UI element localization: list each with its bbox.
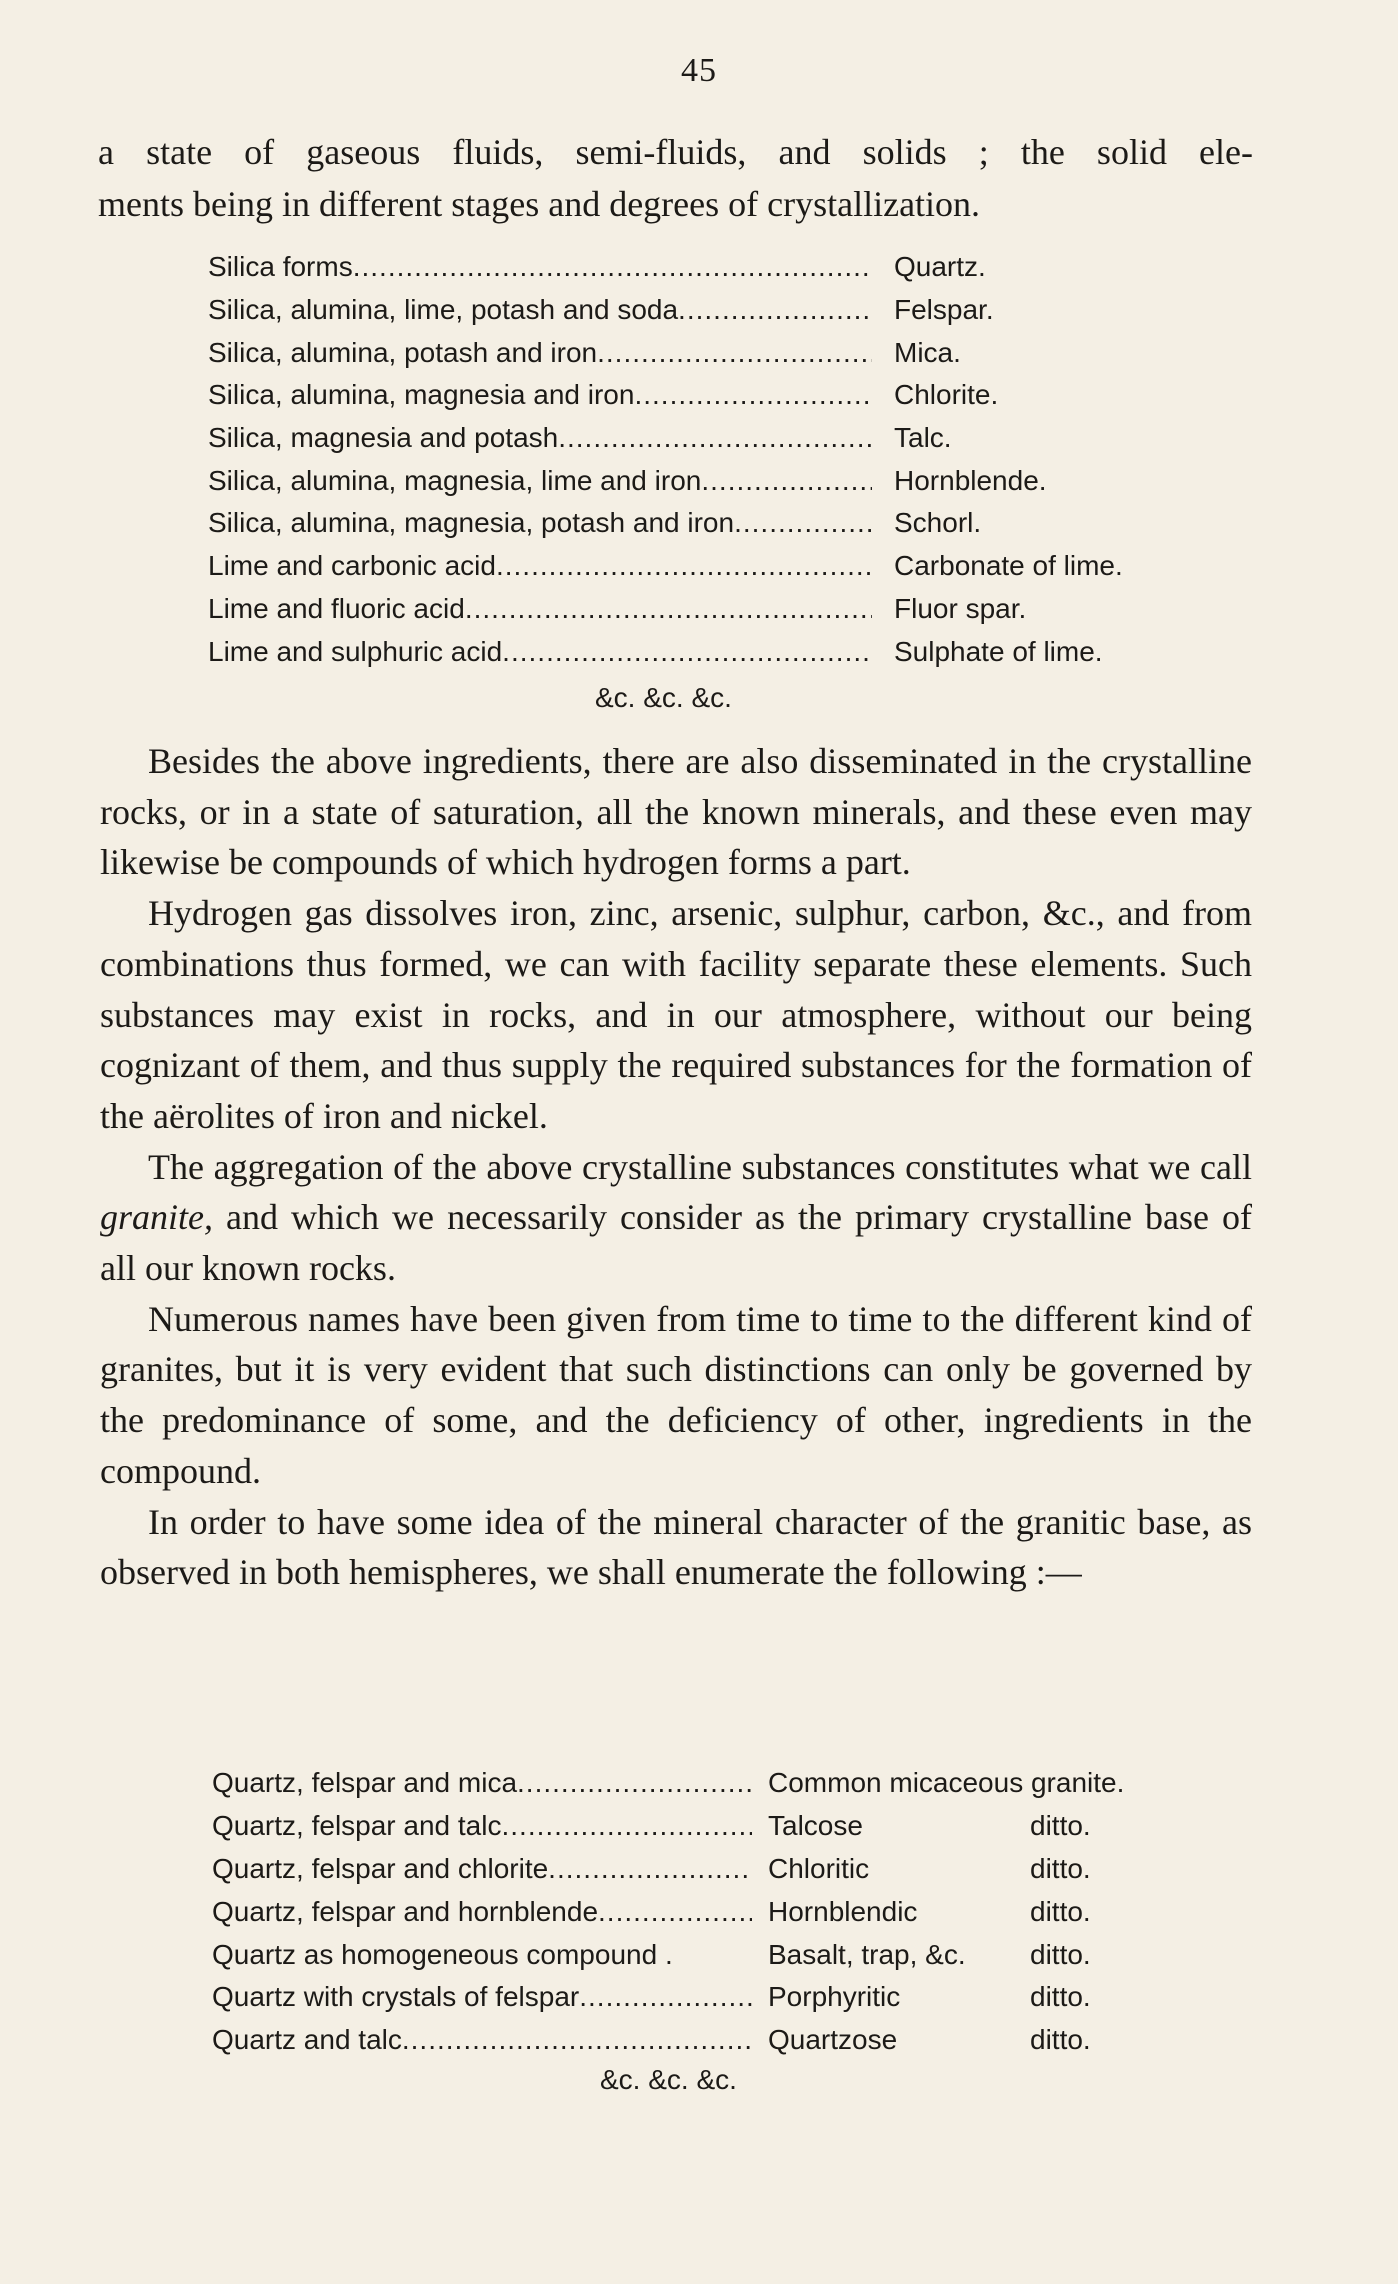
body-text [100,736,1252,1598]
paragraph-names: Numerous names have been given from time to time to the different kind of granites, but it is very evident that such distinctions can only be governed by the predominance of some, and the deficiency of other, ingredients in the compound. [100,1298,1252,1491]
granite-components: Quartz with crystals of felspar [212,1981,580,2013]
composition-components: Silica forms [208,251,353,283]
granite-ditto: ditto. [1030,1810,1091,1842]
composition-mineral: Quartz. [894,251,986,283]
paragraph-granite-start: The aggregation of the above crystalline substances constitutes what we call [148,1146,1252,1187]
dot-leader [501,1810,752,1842]
granite-term: granite, [100,1197,213,1238]
composition-mineral: Chlorite. [894,379,999,411]
granite-variety: Quartzose [768,2024,898,2056]
dot-leader [517,1767,752,1799]
granite-components: Quartz, felspar and hornblende [212,1895,599,1927]
dot-leader [502,636,872,668]
granite-variety: Common micaceous granite. [768,1767,1125,1799]
composition-row [208,545,1188,588]
composition-mineral: Sulphate of lime. [894,635,1103,667]
composition-mineral: Hornblende. [894,464,1047,496]
granite-row [212,1933,1212,1976]
granite-row [212,2019,1212,2062]
intro-line-2: ments being in different stages and degrees of crystallization. [98,184,981,224]
composition-row [208,417,1188,460]
composition-mineral: Felspar. [894,294,994,326]
paragraph-ingredients: Besides the above ingredients, there are also disseminated in the crystalline rocks, or in a state of saturation, all the known minerals, and these even may likewise be compounds of which hydrogen forms a part. [100,741,1252,883]
compositions-etc: &c. &c. &c. [595,682,732,713]
granite-variety: Basalt, trap, &c. [768,1938,966,1970]
dot-leader [734,507,872,539]
dot-leader [353,251,872,283]
composition-row [208,502,1188,545]
composition-row [208,331,1188,374]
composition-components: Lime and carbonic acid [208,550,496,582]
dot-leader [548,1853,752,1885]
dot-leader [634,379,872,411]
paragraph-granite [100,1142,1252,1294]
granite-ditto: ditto. [1030,1938,1091,1970]
composition-mineral: Talc. [894,422,952,454]
granite-row [212,1890,1212,1933]
granite-components: Quartz and talc [212,2024,402,2056]
dot-leader [579,1981,752,2013]
composition-mineral: Fluor spar. [894,592,1027,624]
composition-row [208,374,1188,417]
granite-variety: Talcose [768,1810,863,1842]
composition-row [208,289,1188,332]
composition-mineral: Carbonate of lime. [894,550,1123,582]
dot-leader [465,593,872,625]
granite-ditto: ditto. [1030,1981,1091,2013]
granite-components: Quartz, felspar and talc [212,1810,502,1842]
dot-leader [402,2024,752,2056]
composition-components: Silica, alumina, magnesia, potash and iron [208,507,735,539]
composition-components: Silica, alumina, magnesia and iron [208,379,635,411]
dot-leader [678,294,872,326]
granite-components: Quartz, felspar and mica [212,1767,518,1799]
intro-paragraph [98,126,1253,230]
paragraph-enumerate: In order to have some idea of the mineral character of the granitic base, as observed in both hemispheres, we shall enumerate the following :— [100,1501,1252,1593]
intro-line-1: a state of gaseous fluids, semi-fluids, and solids ; the solid ele- [98,132,1253,172]
granite-variety: Hornblendic [768,1895,918,1927]
granite-row [212,1848,1212,1891]
granite-varieties-table [212,1762,1212,2062]
granite-row [212,1976,1212,2019]
mineral-composition-table [208,246,1188,673]
composition-components: Silica, alumina, magnesia, lime and iron [208,464,702,496]
composition-row [208,630,1188,673]
dot-leader [598,1896,752,1928]
page-number: 45 [681,52,717,89]
composition-components: Silica, magnesia and potash [208,422,559,454]
composition-row [208,459,1188,502]
granite-variety: Porphyritic [768,1981,901,2013]
granite-row [212,1805,1212,1848]
dot-leader [496,550,872,582]
composition-components: Silica, alumina, lime, potash and soda [208,294,679,326]
composition-row [208,246,1188,289]
dot-leader [597,337,872,369]
composition-mineral: Mica. [894,336,961,368]
granites-etc: &c. &c. &c. [600,2064,737,2095]
dot-leader [558,422,872,454]
granite-variety: Chloritic [768,1852,870,1884]
granite-ditto: ditto. [1030,1852,1091,1884]
paragraph-granite-end: and which we necessarily consider as the primary crystalline base of all our known rocks. [100,1197,1252,1289]
granite-ditto: ditto. [1030,1895,1091,1927]
composition-components: Lime and fluoric acid [208,592,465,624]
composition-components: Lime and sulphuric acid [208,635,503,667]
dot-leader [701,465,872,497]
granite-row [212,1762,1212,1805]
composition-components: Silica, alumina, potash and iron [208,336,598,368]
composition-mineral: Schorl. [894,507,982,539]
granite-ditto: ditto. [1030,2024,1091,2056]
granite-components: Quartz, felspar and chlorite [212,1852,549,1884]
granite-components: Quartz as homogeneous compound . [212,1938,673,1970]
paragraph-hydrogen: Hydrogen gas dissolves iron, zinc, arsenic, sulphur, carbon, &c., and from combinations thus formed, we can with facility separate these elements. Such substances may exist in rocks, and in our atmosphere, without our being cognizant of them, and thus supply the required substances for the formation of the aërolites of iron and nickel. [100,893,1252,1136]
composition-row [208,588,1188,631]
